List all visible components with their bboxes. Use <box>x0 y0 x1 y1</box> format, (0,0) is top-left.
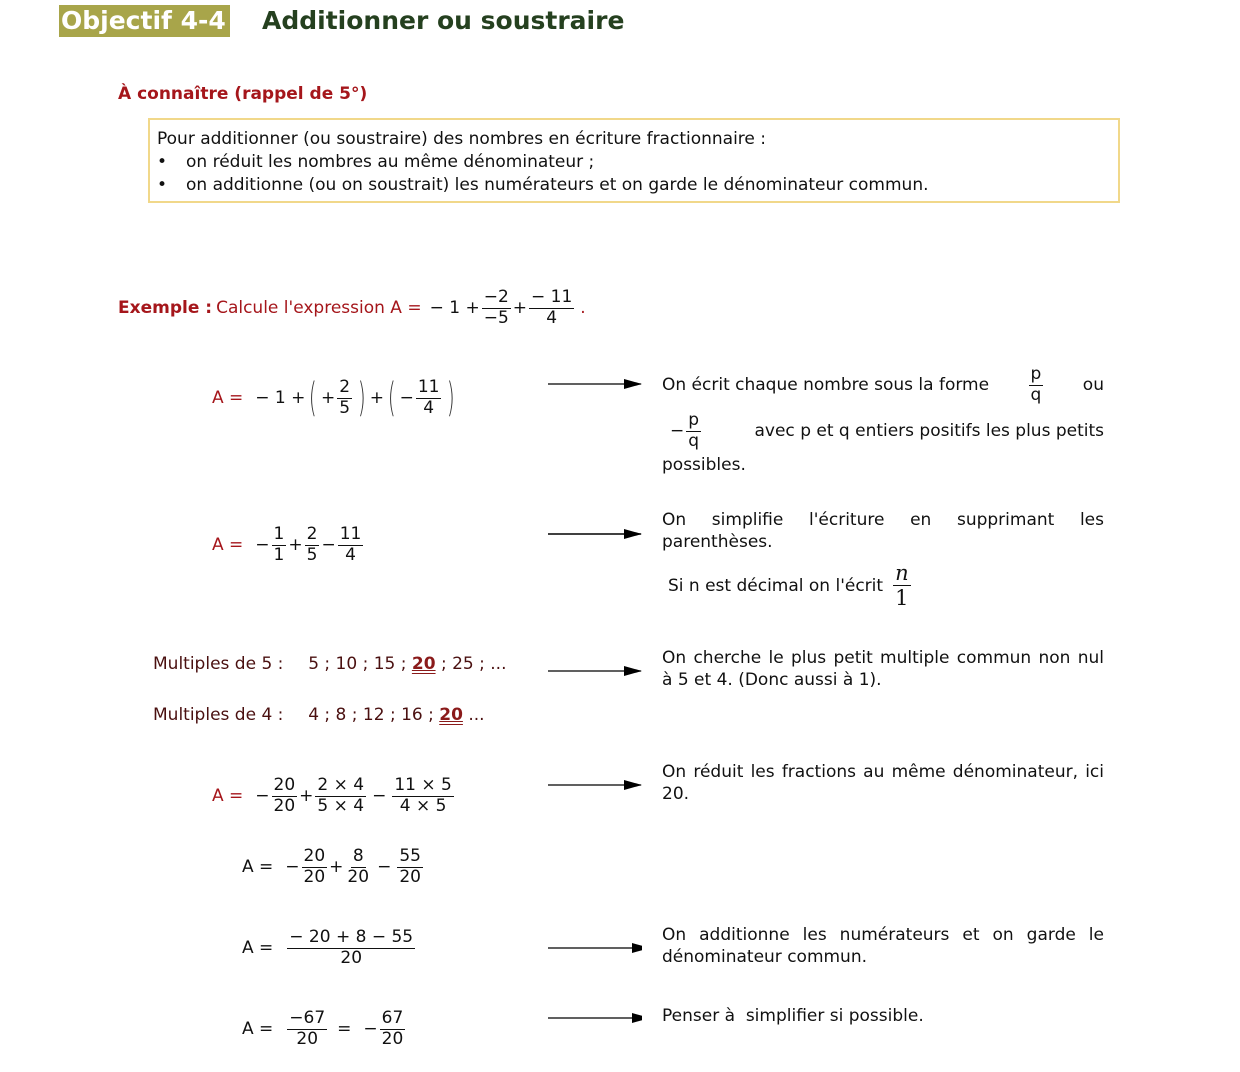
numerator: 11 <box>417 376 440 397</box>
math-operator: + <box>329 857 344 877</box>
fraction <box>893 561 911 610</box>
math-operator: + <box>288 535 303 555</box>
math-operator: − <box>321 535 336 555</box>
fraction <box>302 847 328 887</box>
fraction <box>1029 365 1044 405</box>
numerator: 2 <box>306 523 318 544</box>
objective-badge: Objectif 4-4 <box>59 5 230 37</box>
arrow-icon <box>548 1012 642 1024</box>
step-6-expression <box>242 1004 407 1054</box>
math-term: − 1 + <box>429 298 480 318</box>
multiples-list: ... <box>468 705 485 725</box>
denominator: q <box>1030 384 1042 405</box>
multiples-explanation: On cherche le plus petit multiple commun non nul à 5 et 4. (Donc aussi à 1). <box>662 648 1104 690</box>
fraction <box>338 525 364 565</box>
explanation-text: possibles. <box>662 455 746 475</box>
multiples-label: Multiples de 5 : <box>153 654 284 674</box>
fraction <box>345 847 371 887</box>
step-5-expression <box>242 923 417 973</box>
close-paren: ) <box>357 375 366 421</box>
common-multiple-highlight: 20 <box>411 654 436 674</box>
math-operator: − <box>255 786 270 806</box>
lhs-label: A = <box>242 1019 274 1039</box>
fraction <box>529 288 574 328</box>
lhs-label: A = <box>212 388 244 408</box>
multiples-of-5 <box>153 654 506 674</box>
math-term: . <box>580 298 586 318</box>
explanation-text: Si n est décimal on l'écrit <box>668 575 884 596</box>
explanation-text: On réduit les fractions au même dénominateur, ici 20. <box>662 762 1104 804</box>
fraction <box>380 1009 406 1049</box>
fraction <box>272 525 287 565</box>
numerator: 2 × 4 <box>317 774 365 795</box>
rule-intro: Pour additionner (ou soustraire) des nombres en écriture fractionnaire : <box>157 129 767 149</box>
multiples-list: 5 ; 10 ; 15 ; <box>308 654 407 674</box>
rule-bullet-text: on additionne (ou on soustrait) les numérateurs et on garde le dénominateur commun. <box>186 175 929 195</box>
step-1-explanation <box>662 362 1104 476</box>
open-paren: ( <box>387 375 396 421</box>
math-operator: + <box>299 786 314 806</box>
numerator: 55 <box>399 845 421 866</box>
close-paren: ) <box>447 375 456 421</box>
step-5-explanation: On additionne les numérateurs et on garde le dénominateur commun. <box>662 925 1104 967</box>
example-text: Calcule l'expression A = <box>216 298 422 318</box>
arrow-icon <box>548 942 642 954</box>
numerator: 8 <box>352 845 364 866</box>
lhs-label: A = <box>242 938 274 958</box>
lhs-label: A = <box>242 857 274 877</box>
multiples-list: ; 25 ; ... <box>440 654 507 674</box>
step-1-expression <box>212 373 459 423</box>
math-operator: − <box>670 421 685 441</box>
numerator: p <box>1030 363 1042 384</box>
explanation-text: ou <box>1082 375 1104 395</box>
denominator: 5 × 4 <box>317 795 365 816</box>
denominator: 4 × 5 <box>399 795 447 816</box>
math-term: − 1 + <box>255 388 306 408</box>
example-line <box>118 284 586 332</box>
step-2-explanation <box>662 509 1104 610</box>
denominator: 20 <box>273 795 296 816</box>
explanation-text: On écrit chaque nombre sous la forme <box>662 375 990 395</box>
lhs-label: A = <box>212 535 244 555</box>
example-label: Exemple : <box>118 298 213 318</box>
arrow-icon <box>548 665 642 677</box>
numerator: 20 <box>273 774 296 795</box>
common-multiple-highlight: 20 <box>439 705 463 725</box>
explanation-text: On simplifie l'écriture en supprimant les parenthèses. <box>662 510 1104 552</box>
denominator: 20 <box>303 866 326 887</box>
denominator: 4 <box>546 307 558 328</box>
page-title: Additionner ou soustraire <box>262 6 625 35</box>
multiples-label: Multiples de 4 : <box>153 705 284 725</box>
numerator: 20 <box>303 845 326 866</box>
rule-bullet-text: on réduit les nombres au même dénominateur ; <box>186 152 595 172</box>
numerator: n <box>895 561 909 585</box>
math-operator: + <box>512 298 528 318</box>
fraction <box>397 847 423 887</box>
denominator: q <box>688 430 700 451</box>
rule-box <box>148 118 1120 203</box>
multiples-list: 4 ; 8 ; 12 ; 16 ; <box>308 705 434 725</box>
numerator: −2 <box>483 286 509 307</box>
arrow-icon <box>548 378 642 390</box>
math-operator: − <box>285 857 300 877</box>
math-operator: − <box>377 857 392 877</box>
step-3-expression <box>212 771 456 821</box>
math-operator: − <box>363 1019 378 1039</box>
open-paren: ( <box>309 375 318 421</box>
bullet-symbol: • <box>157 175 168 195</box>
fraction <box>392 776 454 816</box>
numerator: −67 <box>289 1007 326 1028</box>
step-4-expression <box>242 842 425 892</box>
multiples-of-4 <box>153 705 485 725</box>
denominator: 5 <box>339 397 351 418</box>
rule-bullet <box>157 174 1110 197</box>
numerator: 2 <box>339 376 351 397</box>
fraction <box>686 411 701 451</box>
fraction <box>416 378 442 418</box>
denominator: 1 <box>895 586 909 611</box>
numerator: 1 <box>273 523 285 544</box>
section-heading: À connaître (rappel de 5°) <box>118 84 368 104</box>
denominator: 1 <box>273 544 285 565</box>
arrow-icon <box>548 779 642 791</box>
lhs-label: A = <box>212 786 244 806</box>
fraction <box>287 1009 327 1049</box>
step-2-expression <box>212 520 365 570</box>
numerator: 11 × 5 <box>394 774 452 795</box>
rule-bullet <box>157 151 1110 174</box>
denominator: 20 <box>340 947 363 968</box>
fraction <box>305 525 320 565</box>
fraction <box>272 776 298 816</box>
step-3-explanation <box>662 761 1104 805</box>
denominator: 4 <box>345 544 356 565</box>
denominator: 20 <box>296 1028 319 1049</box>
numerator: − 11 <box>531 286 573 307</box>
fraction <box>337 378 352 418</box>
arrow-icon <box>548 528 642 540</box>
math-operator: − <box>372 786 387 806</box>
explanation-text: avec p et q entiers positifs les plus petits <box>754 421 1104 441</box>
math-operator: − <box>255 535 270 555</box>
fraction <box>315 776 366 816</box>
denominator: 5 <box>306 544 318 565</box>
denominator: 4 <box>423 397 435 418</box>
numerator: 67 <box>381 1007 404 1028</box>
fraction <box>482 288 511 328</box>
math-operator: + <box>321 388 336 408</box>
math-operator: = <box>337 1019 352 1039</box>
math-operator: + <box>369 388 384 408</box>
fraction <box>287 928 415 968</box>
numerator: p <box>688 409 700 430</box>
bullet-symbol: • <box>157 152 168 172</box>
denominator: 20 <box>347 866 370 887</box>
numerator: 11 <box>339 523 362 544</box>
math-operator: − <box>399 388 414 408</box>
denominator: −5 <box>483 307 509 328</box>
numerator: − 20 + 8 − 55 <box>289 926 414 947</box>
denominator: 20 <box>399 866 421 887</box>
step-6-explanation: Penser à simplifier si possible. <box>662 1006 924 1026</box>
denominator: 20 <box>381 1028 404 1049</box>
